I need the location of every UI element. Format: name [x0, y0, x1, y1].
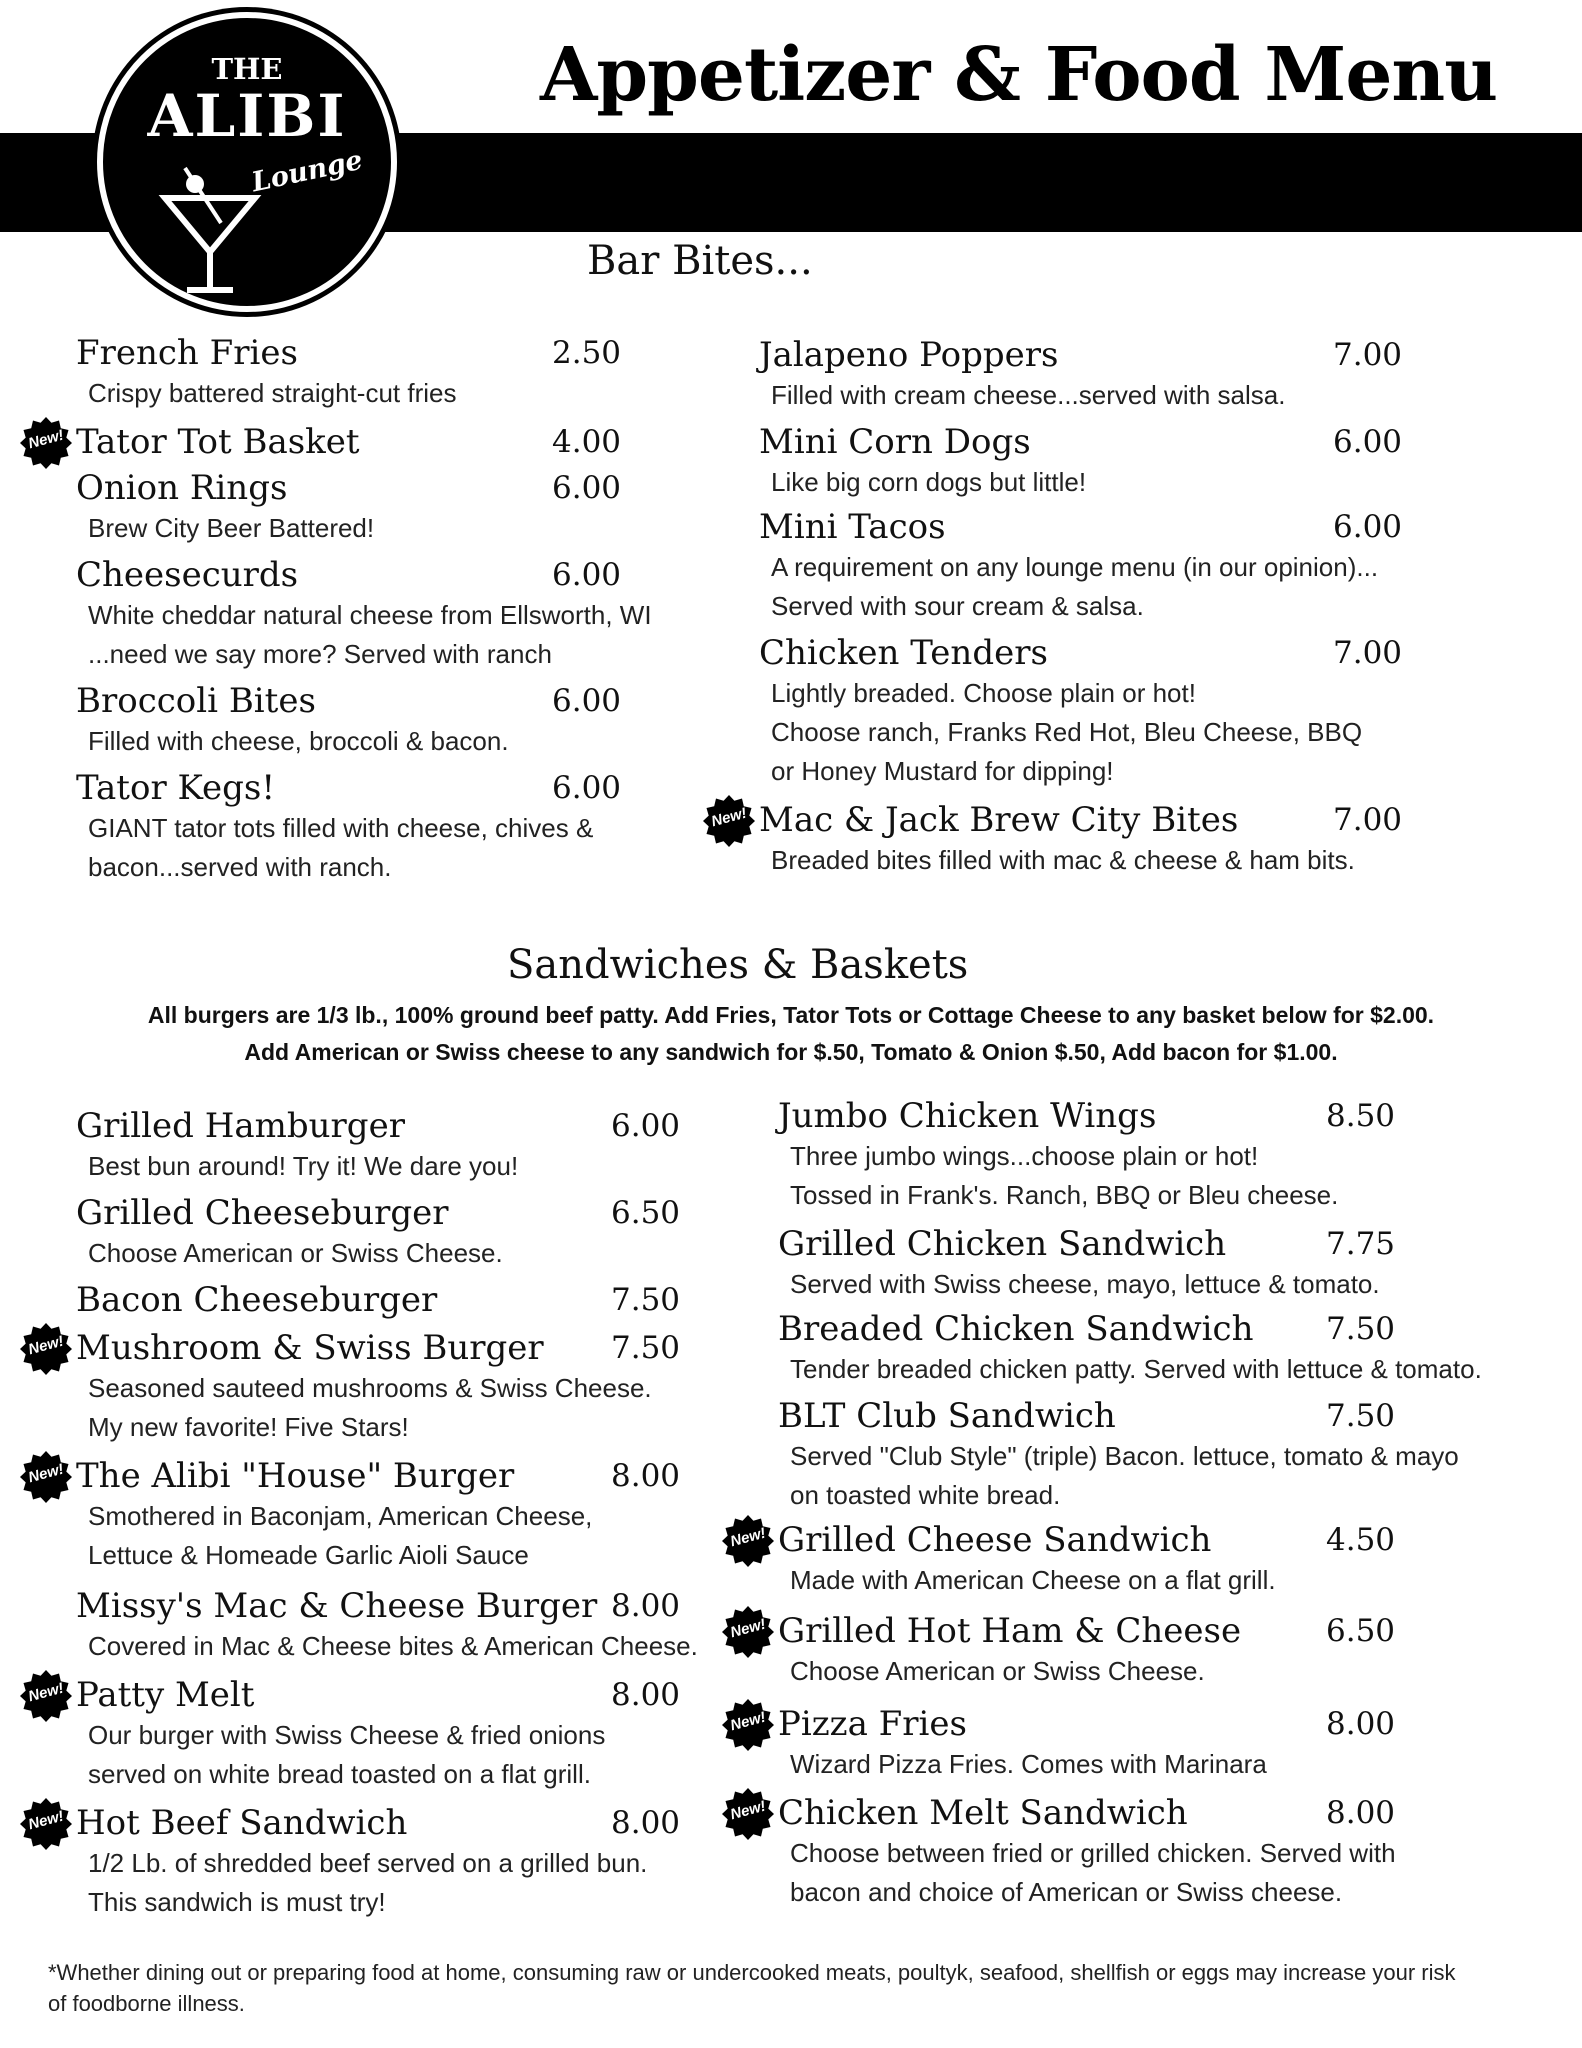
menu-item-description: Tossed in Frank's. Ranch, BBQ or Bleu cheese.: [790, 1180, 1339, 1210]
bar-bites-title: Bar Bites...: [587, 238, 813, 284]
menu-item-name: Mini Corn Dogs: [759, 422, 1031, 462]
menu-item-price: 7.50: [611, 1282, 681, 1318]
menu-item-name: Grilled Hot Ham & Cheese: [778, 1611, 1242, 1651]
menu-item-name: Pizza Fries: [778, 1704, 967, 1744]
menu-item-price: 8.00: [1326, 1706, 1396, 1742]
menu-item-description: A requirement on any lounge menu (in our opinion)...: [771, 552, 1379, 582]
new-badge-label: New!: [26, 1679, 66, 1706]
menu-item-header: [778, 1223, 1482, 1265]
menu-item-name: Onion Rings: [76, 468, 288, 508]
menu-item-header: [778, 1308, 1482, 1350]
menu-item-header: [76, 1279, 698, 1321]
menu-item-header: [759, 632, 1403, 674]
menu-item-header: [728, 1519, 1482, 1561]
menu-item: [76, 467, 652, 548]
menu-item-header: [728, 1610, 1482, 1652]
menu-item-name: Broccoli Bites: [76, 681, 316, 721]
menu-item-description: Tender breaded chicken patty. Served with lettuce & tomato.: [790, 1354, 1482, 1384]
menu-item-price: 8.00: [611, 1677, 681, 1713]
menu-item: [26, 1327, 698, 1447]
menu-item: [76, 680, 652, 761]
new-badge-label: New!: [728, 1797, 768, 1824]
menu-item-name: Tator Kegs!: [76, 768, 275, 808]
menu-item-header: [76, 1105, 698, 1147]
menu-item-header: [26, 1327, 698, 1369]
menu-item-price: 6.00: [552, 470, 622, 506]
menu-item: [26, 1674, 698, 1794]
menu-item-header: [778, 1095, 1482, 1137]
menu-item-price: 4.50: [1326, 1522, 1396, 1558]
menu-item-name: The Alibi "House" Burger: [76, 1456, 515, 1496]
menu-item-name: Jumbo Chicken Wings: [778, 1096, 1157, 1136]
menu-item-header: [76, 554, 652, 596]
menu-item-description: Wizard Pizza Fries. Comes with Marinara: [790, 1749, 1267, 1779]
new-badge-label: New!: [728, 1524, 768, 1551]
menu-item: [759, 506, 1403, 626]
menu-item-description: Served "Club Style" (triple) Bacon. lettuce, tomato & mayo: [790, 1441, 1459, 1471]
menu-item-description: Smothered in Baconjam, American Cheese,: [88, 1501, 593, 1531]
menu-item: [26, 1455, 698, 1575]
menu-item-header: [759, 334, 1403, 376]
menu-item-header: [26, 1455, 698, 1497]
menu-item-price: 8.00: [611, 1805, 681, 1841]
menu-item: [26, 1802, 698, 1922]
new-badge-icon: [20, 417, 72, 469]
menu-item: [728, 1519, 1482, 1600]
menu-item-price: 6.00: [1333, 424, 1403, 460]
menu-item-description: 1/2 Lb. of shredded beef served on a grilled bun.: [88, 1848, 648, 1878]
menu-item-name: Patty Melt: [76, 1675, 255, 1715]
menu-item-name: Bacon Cheeseburger: [76, 1280, 438, 1320]
menu-item-name: Chicken Melt Sandwich: [778, 1793, 1188, 1833]
menu-item-description: Served with Swiss cheese, mayo, lettuce & tomato.: [790, 1269, 1380, 1299]
new-badge-label: New!: [26, 426, 66, 453]
bar-bites-left-column: [26, 332, 652, 887]
menu-item-description: Filled with cheese, broccoli & bacon.: [88, 726, 509, 756]
menu-item-price: 8.00: [611, 1458, 681, 1494]
menu-item-description: Breaded bites filled with mac & cheese & ham bits.: [771, 845, 1355, 875]
menu-item-header: [26, 1802, 698, 1844]
menu-item-description: Filled with cream cheese...served with salsa.: [771, 380, 1286, 410]
menu-item-description: Served with sour cream & salsa.: [771, 591, 1144, 621]
page-title: Appetizer & Food Menu: [540, 32, 1498, 118]
menu-item: [728, 1792, 1482, 1912]
menu-item-description: Best bun around! Try it! We dare you!: [88, 1151, 519, 1181]
menu-item-name: Grilled Cheese Sandwich: [778, 1520, 1212, 1560]
menu-item-name: French Fries: [76, 333, 298, 373]
menu-item-price: 8.00: [1326, 1795, 1396, 1831]
menu-item-description: Choose American or Swiss Cheese.: [88, 1238, 503, 1268]
menu-item-description: bacon and choice of American or Swiss cheese.: [790, 1877, 1343, 1907]
menu-item-name: BLT Club Sandwich: [778, 1396, 1116, 1436]
new-badge-label: New!: [728, 1615, 768, 1642]
menu-item-price: 7.50: [1326, 1398, 1396, 1434]
menu-item-description: Covered in Mac & Cheese bites & American Cheese.: [88, 1631, 698, 1661]
menu-item-description: on toasted white bread.: [790, 1480, 1061, 1510]
menu-item-description: bacon...served with ranch.: [88, 852, 392, 882]
new-badge-icon: [20, 1451, 72, 1503]
menu-item-description: This sandwich is must try!: [88, 1887, 386, 1917]
menu-item-header: [76, 1192, 698, 1234]
menu-item-price: 7.75: [1326, 1226, 1396, 1262]
menu-item-name: Mac & Jack Brew City Bites: [759, 800, 1239, 840]
menu-item-price: 7.00: [1333, 635, 1403, 671]
menu-item-description: Our burger with Swiss Cheese & fried onions: [88, 1720, 606, 1750]
new-badge-icon: [20, 1798, 72, 1850]
menu-item-price: 7.50: [611, 1330, 681, 1366]
logo-the-text: THE: [211, 52, 283, 86]
menu-item-name: Chicken Tenders: [759, 633, 1048, 673]
menu-item: [76, 554, 652, 674]
new-badge-icon: [722, 1788, 774, 1840]
menu-item-description: or Honey Mustard for dipping!: [771, 756, 1114, 786]
food-safety-disclaimer: *Whether dining out or preparing food at home, consuming raw or undercooked meats, poultyk, seafood, shellfish or eggs may increase your risk of foodborne illness.: [48, 1960, 1456, 2016]
menu-item-description: Choose ranch, Franks Red Hot, Bleu Cheese, BBQ: [771, 717, 1363, 747]
new-badge-icon: [20, 1670, 72, 1722]
menu-item-description: Crispy battered straight-cut fries: [88, 378, 457, 408]
menu-item-header: [76, 767, 652, 809]
logo-lounge-text: Lounge: [249, 144, 366, 199]
menu-item-name: Mushroom & Swiss Burger: [76, 1328, 544, 1368]
new-badge-icon: [703, 795, 755, 847]
new-badge-icon: [20, 1323, 72, 1375]
menu-item-header: [26, 1674, 698, 1716]
menu-item-price: 8.00: [611, 1588, 681, 1624]
logo-alibi-text: ALIBI: [147, 82, 347, 150]
menu-item-price: 6.00: [552, 557, 622, 593]
menu-item-description: Lettuce & Homeade Garlic Aioli Sauce: [88, 1540, 529, 1570]
menu-item: [76, 767, 652, 887]
new-badge-label: New!: [728, 1708, 768, 1735]
sandwiches-left-column: [26, 1105, 698, 1922]
menu-item: [76, 1279, 698, 1321]
menu-item-price: 6.00: [552, 770, 622, 806]
menu-item-description: Three jumbo wings...choose plain or hot!: [790, 1141, 1259, 1171]
menu-item: [759, 334, 1403, 415]
menu-item: [759, 421, 1403, 502]
menu-item-price: 6.50: [1326, 1613, 1396, 1649]
menu-item-name: Mini Tacos: [759, 507, 946, 547]
alibi-lounge-logo: [97, 12, 397, 312]
new-badge-icon: [722, 1699, 774, 1751]
menu-item-price: 7.50: [1326, 1311, 1396, 1347]
menu-item-header: [76, 467, 652, 509]
menu-item: [76, 1105, 698, 1186]
menu-item-price: 8.50: [1326, 1098, 1396, 1134]
sandwiches-right-column: [728, 1095, 1482, 1912]
menu-item-description: Lightly breaded. Choose plain or hot!: [771, 678, 1196, 708]
menu-item-name: Jalapeno Poppers: [759, 335, 1059, 375]
menu-item-header: [759, 506, 1403, 548]
sandwich-note-2: Add American or Swiss cheese to any sandwich for $.50, Tomato & Onion $.50, Add bacon for $1.00.: [244, 1039, 1338, 1065]
menu-item-header: [76, 1585, 698, 1627]
menu-item-header: [76, 680, 652, 722]
menu-item-name: Grilled Cheeseburger: [76, 1193, 449, 1233]
new-badge-label: New!: [26, 1460, 66, 1487]
menu-item-description: Like big corn dogs but little!: [771, 467, 1087, 497]
menu-item-header: [26, 421, 652, 463]
new-badge-label: New!: [709, 804, 749, 831]
menu-item-description: served on white bread toasted on a flat grill.: [88, 1759, 591, 1789]
menu-item-price: 7.00: [1333, 337, 1403, 373]
menu-item-name: Hot Beef Sandwich: [76, 1803, 408, 1843]
menu-item-description: Made with American Cheese on a flat grill.: [790, 1565, 1276, 1595]
menu-item-name: Grilled Hamburger: [76, 1106, 405, 1146]
menu-item-price: 2.50: [552, 335, 622, 371]
menu-item-description: GIANT tator tots filled with cheese, chives &: [88, 813, 594, 843]
menu-item-header: [76, 332, 652, 374]
menu-item-name: Cheesecurds: [76, 555, 299, 595]
menu-item-description: Brew City Beer Battered!: [88, 513, 375, 543]
menu-item-price: 6.00: [1333, 509, 1403, 545]
menu-item-header: [728, 1792, 1482, 1834]
menu-item-description: Choose between fried or grilled chicken. Served with: [790, 1838, 1396, 1868]
menu-item-name: Tator Tot Basket: [76, 422, 360, 462]
menu-item: [76, 1585, 698, 1666]
sandwiches-title: Sandwiches & Baskets: [507, 942, 969, 988]
menu-item-description: My new favorite! Five Stars!: [88, 1412, 409, 1442]
menu-item-price: 6.50: [611, 1195, 681, 1231]
new-badge-label: New!: [26, 1807, 66, 1834]
menu-item-header: [778, 1395, 1482, 1437]
menu-item: [26, 421, 652, 463]
menu-item-description: White cheddar natural cheese from Ellsworth, WI: [88, 600, 652, 630]
menu-item-price: 4.00: [552, 424, 622, 460]
menu-item-price: 6.00: [611, 1108, 681, 1144]
menu-item: [728, 1703, 1482, 1784]
menu-item: [759, 632, 1403, 791]
menu-item-header: [728, 1703, 1482, 1745]
menu-item: [778, 1223, 1482, 1304]
new-badge-icon: [722, 1515, 774, 1567]
menu-item-header: [759, 421, 1403, 463]
menu-item-price: 7.00: [1333, 802, 1403, 838]
menu-item: [76, 1192, 698, 1273]
menu-item-header: [709, 799, 1403, 841]
menu-item-description: Seasoned sauteed mushrooms & Swiss Cheese.: [88, 1373, 652, 1403]
new-badge-label: New!: [26, 1332, 66, 1359]
menu-item-name: Missy's Mac & Cheese Burger: [76, 1586, 598, 1626]
new-badge-icon: [722, 1606, 774, 1658]
menu-item-price: 6.00: [552, 683, 622, 719]
sandwich-note-1: All burgers are 1/3 lb., 100% ground beef patty. Add Fries, Tator Tots or Cottage Cheese to any basket below for $2.00.: [147, 1002, 1435, 1028]
menu-item: [778, 1095, 1482, 1215]
menu-item: [76, 332, 652, 413]
menu-item: [709, 799, 1403, 880]
bar-bites-right-column: [709, 334, 1403, 880]
menu-item-description: ...need we say more? Served with ranch: [88, 639, 552, 669]
menu-item: [728, 1610, 1482, 1691]
menu-item: [778, 1308, 1482, 1389]
menu-item-name: Grilled Chicken Sandwich: [778, 1224, 1227, 1264]
menu-item-description: Choose American or Swiss Cheese.: [790, 1656, 1205, 1686]
menu-item: [778, 1395, 1482, 1515]
menu-item-name: Breaded Chicken Sandwich: [778, 1309, 1254, 1349]
